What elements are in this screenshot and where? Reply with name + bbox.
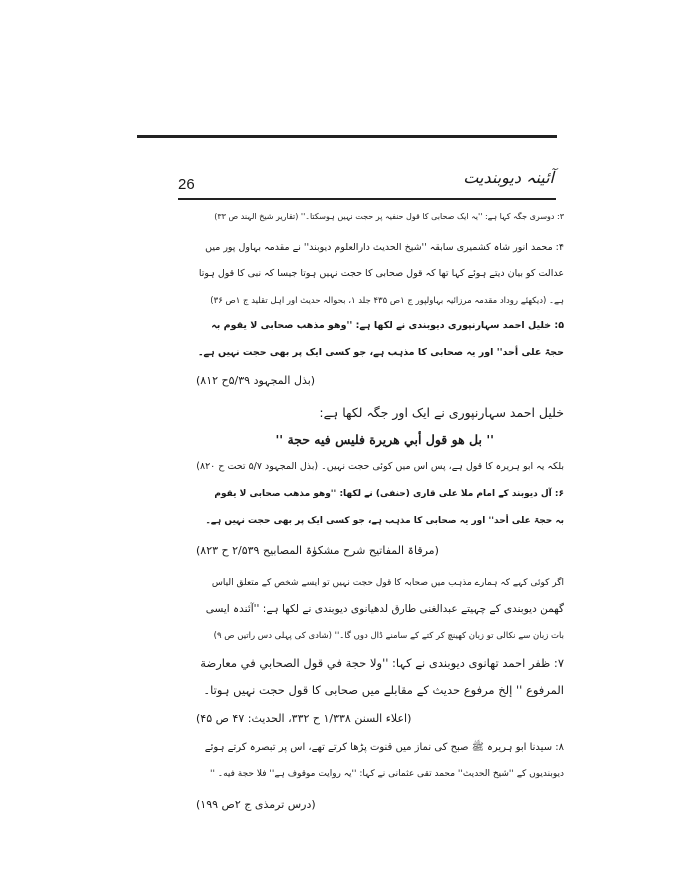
text-line: عدالت کو بیان دیتے ہوئے کہا تھا کہ قول صحابی کا حجت نہیں ہوتا جیسا کہ نبی کا قول ہوتا bbox=[198, 268, 564, 279]
text-line: ۴: محمد انور شاہ کشمیری سابقہ ''شیخ الحدیث دارالعلوم دیوبند'' نے مقدمہ بہاول پور میں bbox=[205, 242, 564, 253]
running-title: آئینہ دیوبندیت bbox=[463, 168, 554, 187]
text-line: ہے۔ (دیکھئے روداد مقدمہ مرزائیہ بہاولپور ج ۱ص ۴۳۵ جلد ۱، بحوالہ حدیث اور اہل تقلید ج ۱ص ۳۶) bbox=[210, 296, 564, 306]
reference: (مرقاۃ المفاتیح شرح مشکوٰۃ المصابیح ۲/۵۳۹ ح ۸۲۳) bbox=[196, 544, 439, 557]
text-line: حجۃ علی أحد'' اور یہ صحابی کا مذہب ہے، جو کسی ایک پر بھی حجت نہیں ہے۔ bbox=[197, 347, 564, 358]
text-line: ۷: ظفر احمد تھانوی دیوبندی نے کہا: ''ولا حجة في قول الصحابي في معارضة bbox=[200, 656, 564, 670]
text-line: ۸: سیدنا ابو ہریرہ ﷺ صبح کی نماز میں قنوت پڑھا کرتے تھے، اس پر تبصرہ کرتے ہوئے bbox=[204, 742, 564, 753]
text-line: دیوبندیوں کے ''شیخ الحدیث'' محمد تقی عثمانی نے کہا: ''یہ روایت موقوف ہے'' فلا حجة فيه۔ '' bbox=[210, 769, 564, 779]
text-line: گھمن دیوبندی کے چہیتے عبدالغنی طارق لدھیانوی دیوبندی نے لکھا ہے: ''آئندہ ایسی bbox=[205, 603, 564, 615]
text-line: ۵: خلیل احمد سہارنپوری دیوبندی نے لکھا ہے: ''وھو مذھب صحابی لا یقوم بہ bbox=[211, 320, 564, 331]
page-number: 26 bbox=[178, 176, 195, 193]
top-rule bbox=[137, 135, 557, 138]
text-line: ۳: دوسری جگہ کہا ہے: ''یہ ایک صحابی کا قول حنفیہ پر حجت نہیں ہوسکتا۔'' (تقاریر شیخ الہند ص ۳۳) bbox=[214, 212, 564, 221]
reference: (بذل المجہود ۵/۳۹ح ۸۱۲) bbox=[196, 374, 316, 387]
text-line: خلیل احمد سہارنپوری نے ایک اور جگہ لکھا ہے: bbox=[319, 405, 564, 420]
text-line: بہ حجۃ علی أحد'' اور یہ صحابی کا مذہب ہے، جو کسی ایک پر بھی حجت نہیں ہے۔ bbox=[205, 516, 564, 526]
arabic-quote: '' بل ھو قول أبي ھريرة فليس فيه حجة '' bbox=[275, 432, 494, 447]
header-rule bbox=[178, 198, 556, 200]
text-line: المرفوع '' إلخ مرفوع حدیث کے مقابلے میں صحابی کا قول حجت نہیں ہوتا۔ bbox=[203, 683, 564, 697]
reference: (درس ترمذی ج ۲ص ۱۹۹) bbox=[196, 798, 316, 811]
reference: (اعلاء السنن ۱/۳۳۸ ح ۳۳۲، الحدیث: ۴۷ ص ۴۵) bbox=[196, 712, 412, 725]
text-line: اگر کوئی کہے کہ ہمارے مذہب میں صحابہ کا قول حجت نہیں تو ایسے شخص کے متعلق الیاس bbox=[211, 578, 564, 588]
text-line: ۶: آل دیوبند کے امام ملا علی قاری (حنفی) نے لکھا: ''وھو مذھب صحابی لا یقوم bbox=[214, 489, 564, 499]
text-line: بلکہ یہ ابو ہریرہ کا قول ہے، پس اس میں کوئی حجت نہیں۔ (بذل المجہود ۵/۷ تحت ح ۸۲۰) bbox=[196, 461, 564, 472]
text-line: بات زبان سے نکالی تو زبان کھینچ کر کتے کے سامنے ڈال دوں گا۔'' (شادی کی پہلی دس راتیں ص ۹) bbox=[213, 631, 564, 641]
